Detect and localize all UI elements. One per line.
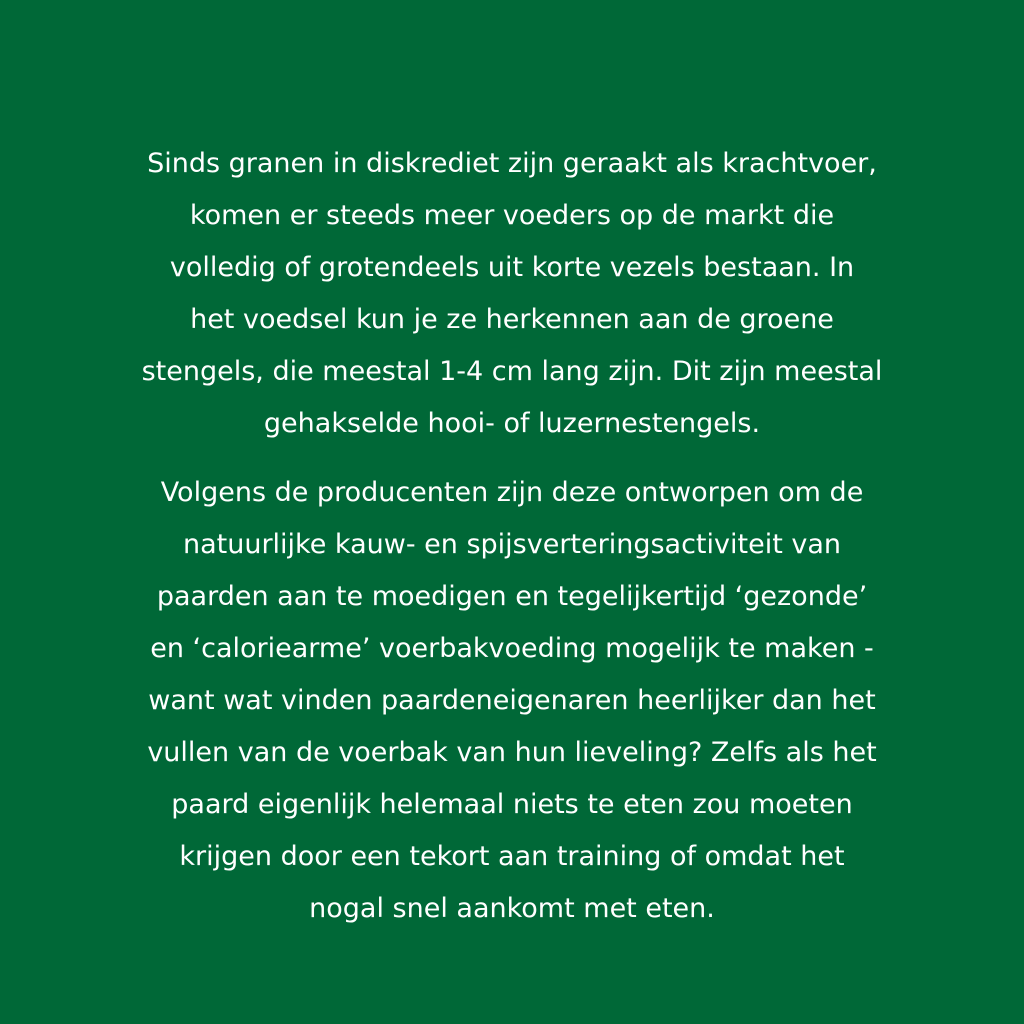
paragraph-line: Volgens de producenten zijn deze ontworpen om de: [160, 477, 864, 508]
paragraph-line: natuurlijke kauw- en spijsverteringsactiviteit van: [182, 529, 842, 560]
paragraph-line: want wat vinden paardeneigenaren heerlijker dan het: [148, 685, 876, 716]
text-block: [0, 138, 1024, 935]
paragraph-line: en ‘caloriearme’ voerbakvoeding mogelijk te maken -: [150, 633, 874, 664]
paragraph-line: stengels, die meestal 1-4 cm lang zijn. Dit zijn meestal: [141, 356, 883, 387]
paragraph-line: paarden aan te moedigen en tegelijkertijd ‘gezonde’: [156, 581, 868, 612]
paragraph-line: het voedsel kun je ze herkennen aan de groene: [190, 304, 834, 335]
paragraph-line: nogal snel aankomt met eten.: [309, 893, 715, 924]
paragraph-2: [82, 467, 942, 935]
paragraph-line: komen er steeds meer voeders op de markt die: [189, 200, 835, 231]
paragraph-line: paard eigenlijk helemaal niets te eten zou moeten: [171, 789, 853, 820]
paragraph-1: [82, 138, 942, 450]
paragraph-line: Sinds granen in diskrediet zijn geraakt als krachtvoer,: [147, 148, 877, 179]
paragraph-line: gehakselde hooi- of luzernestengels.: [263, 408, 761, 439]
paragraph-line: volledig of grotendeels uit korte vezels bestaan. In: [169, 252, 855, 283]
paragraph-line: krijgen door een tekort aan training of omdat het: [179, 841, 845, 872]
paragraph-line: vullen van de voerbak van hun lieveling? Zelfs als het: [147, 737, 877, 768]
